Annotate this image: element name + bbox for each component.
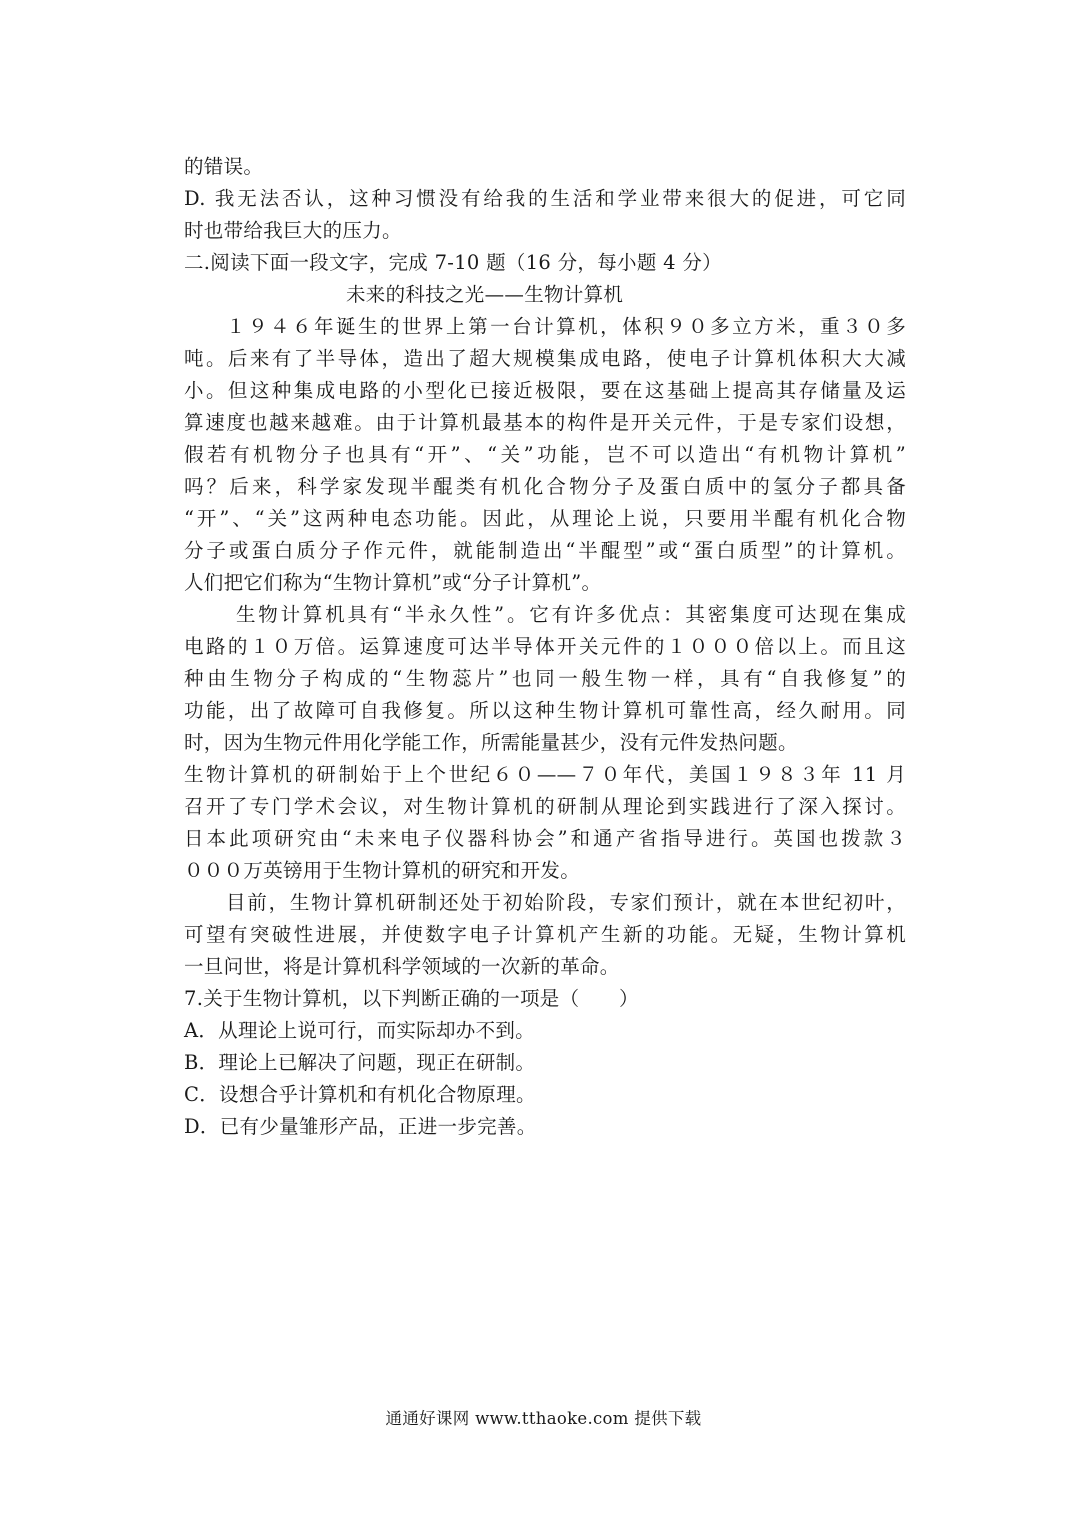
text-line: 时也带给我巨大的压力。 (184, 219, 402, 242)
paragraph-line: 功能，出了故障可自我修复。所以这种生物计算机可靠性高，经久耐用。同 (184, 699, 906, 722)
paragraph-line: 小。但这种集成电路的小型化已接近极限，要在这基础上提高其存储量及运 (184, 379, 906, 402)
paragraph-line: 生物计算机具有“半永久性”。它有许多优点：其密集度可达现在集成 (236, 603, 906, 626)
option-b: B．理论上已解决了问题，现正在研制。 (184, 1051, 536, 1074)
paragraph-line: 算速度也越来越难。由于计算机最基本的构件是开关元件，于是专家们设想， (184, 411, 906, 434)
question-7: 7.关于生物计算机，以下判断正确的一项是（ ） (184, 987, 639, 1010)
paragraph-line: 假若有机物分子也具有“开”、“关”功能，岂不可以造出“有机物计算机” (184, 443, 906, 466)
option-d: D．已有少量雏形产品，正进一步完善。 (184, 1115, 537, 1138)
option-d-line: D. 我无法否认，这种习惯没有给我的生活和学业带来很大的促进，可它同 (184, 187, 906, 210)
paragraph-line: 时，因为生物元件用化学能工作，所需能量甚少，没有元件发热问题。 (184, 731, 798, 754)
article-title: 未来的科技之光——生物计算机 (346, 283, 624, 306)
page-footer: 通通好课网 www.tthaoke.com 提供下载 (385, 1409, 702, 1428)
paragraph-line: 分子或蛋白质分子作元件，就能制造出“半醌型”或“蛋白质型”的计算机。 (184, 539, 906, 562)
paragraph-line: 生物计算机的研制始于上个世纪６０——７０年代，美国１９８３年 11 月 (184, 763, 906, 786)
paragraph-line: 召开了专门学术会议，对生物计算机的研制从理论到实践进行了深入探讨。 (184, 795, 906, 818)
option-c: C．设想合乎计算机和有机化合物原理。 (184, 1083, 536, 1106)
option-a: A．从理论上说可行，而实际却办不到。 (184, 1019, 535, 1042)
section-heading: 二.阅读下面一段文字，完成 7-10 题（16 分，每小题 4 分） (184, 251, 722, 274)
paragraph-line: 可望有突破性进展，并使数字电子计算机产生新的功能。无疑，生物计算机 (184, 923, 906, 946)
text-line: 的错误。 (184, 155, 264, 178)
paragraph-line: 吗？后来，科学家发现半醌类有机化合物分子及蛋白质中的氢分子都具备 (184, 475, 906, 498)
paragraph-line: 一旦问世，将是计算机科学领域的一次新的革命。 (184, 955, 620, 978)
paragraph-line: 人们把它们称为“生物计算机”或“分子计算机”。 (184, 571, 602, 594)
document-body (184, 151, 906, 1143)
paragraph-line: 目前，生物计算机研制还处于初始阶段，专家们预计，就在本世纪初叶， (226, 891, 906, 914)
paragraph-line: １９４６年诞生的世界上第一台计算机，体积９０多立方米，重３０多 (226, 315, 906, 338)
paragraph-line: 日本此项研究由“未来电子仪器科协会”和通产省指导进行。英国也拨款３ (184, 827, 906, 850)
paragraph-line: 种由生物分子构成的“生物蕊片”也同一般生物一样，具有“自我修复”的 (184, 667, 906, 690)
paragraph-line: 电路的１０万倍。运算速度可达半导体开关元件的１０００倍以上。而且这 (184, 635, 906, 658)
paragraph-line: 吨。后来有了半导体，造出了超大规模集成电路，使电子计算机体积大大减 (184, 347, 906, 370)
paragraph-line: “开”、“关”这两种电态功能。因此，从理论上说，只要用半醌有机化合物 (184, 507, 906, 530)
paragraph-line: ０００万英镑用于生物计算机的研究和开发。 (184, 859, 581, 882)
